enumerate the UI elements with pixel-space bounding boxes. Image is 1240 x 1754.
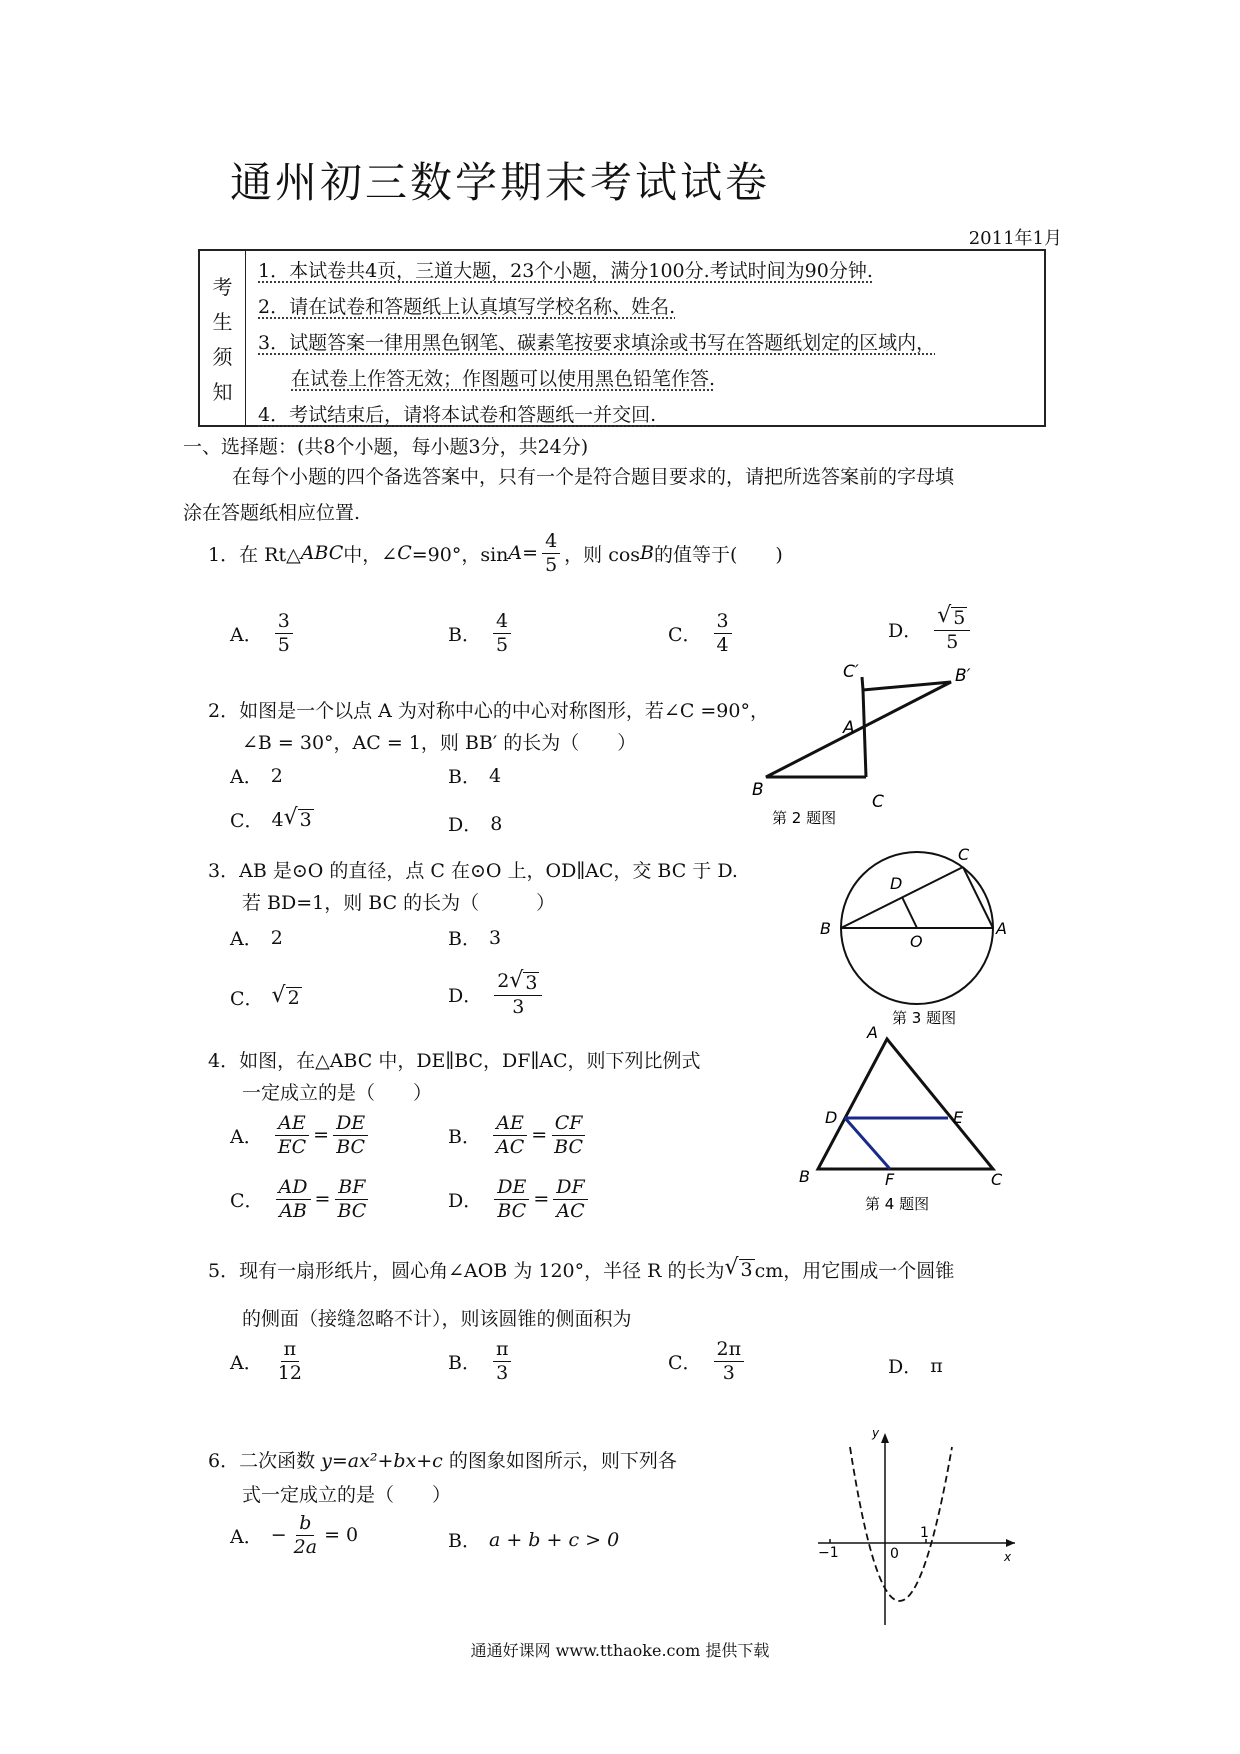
q1-fraction (542, 530, 560, 577)
option-coef: 2 (497, 970, 510, 992)
question-4 (208, 1046, 701, 1073)
question-number: 5． (208, 1260, 240, 1282)
question-3 (208, 856, 738, 883)
q2-segment-cc (863, 690, 866, 777)
fraction-numerator: π (281, 1338, 300, 1362)
figure-caption: 第 3 题图 (892, 1009, 957, 1027)
label-c-prime: C′ (843, 662, 859, 682)
fraction-denominator: 5 (277, 633, 290, 656)
question-text: cm，用它围成一个圆锥 (754, 1260, 955, 1282)
option-fraction (494, 1176, 529, 1223)
fraction-numerator: 3 (714, 610, 732, 634)
option-letter: C． (668, 1351, 702, 1374)
sqrt (272, 985, 302, 1010)
question-6 (208, 1446, 677, 1473)
sqrt-symbol: √ (937, 603, 952, 628)
option-letter: A． (230, 623, 263, 646)
option-fraction (275, 1338, 305, 1385)
fraction-denominator: BC (336, 1135, 366, 1158)
fraction-numerator (934, 605, 970, 631)
q2-option-d (448, 810, 502, 837)
segment-od (902, 897, 917, 928)
fraction-numerator: DF (553, 1176, 587, 1200)
notice-line: 4．考试结束后，请将本试卷和答题纸一并交回. (258, 404, 657, 426)
fraction-numerator: 4 (542, 530, 560, 554)
parabola (850, 1447, 952, 1601)
option-fraction (934, 605, 970, 654)
sqrt-symbol: √ (509, 968, 524, 993)
fraction-denominator: 4 (716, 633, 729, 656)
label-d: D (825, 1108, 838, 1127)
fraction-numerator: AE (275, 1112, 309, 1136)
label-b: B (820, 919, 831, 938)
fraction-denominator: BC (497, 1199, 527, 1222)
q5-option-a (230, 1338, 309, 1385)
fraction-numerator: 3 (275, 610, 293, 634)
q1-option-b (448, 610, 515, 657)
fraction-denominator: BC (554, 1135, 584, 1158)
question-5 (208, 1256, 954, 1283)
question-1 (208, 530, 783, 577)
section-heading: 一、选择题：(共8个小题，每小题3分，共24分) (183, 436, 589, 458)
notice-line: 1．本试卷共4页，三道大题，23个小题，满分100分.考试时间为90分钟. (258, 260, 873, 282)
option-letter: B． (448, 766, 481, 788)
option-letter: D． (448, 984, 483, 1007)
q5-option-b (448, 1338, 515, 1385)
question-text: 式一定成立的是（ ） (242, 1484, 452, 1506)
q1-var: A (508, 542, 523, 565)
option-fraction (493, 610, 511, 657)
fraction-denominator: AB (279, 1199, 307, 1222)
label-a: A (867, 1025, 878, 1042)
option-letter: A． (230, 1351, 263, 1374)
q6-figure (810, 1425, 1030, 1630)
q3-option-c (230, 984, 302, 1011)
section-instruction: 在每个小题的四个备选答案中，只有一个是符合题目要求的，请把所选答案前的字母填 (232, 466, 955, 488)
fraction-numerator: AE (493, 1112, 527, 1136)
option-fraction (333, 1112, 368, 1159)
segment-df (845, 1118, 890, 1169)
label-b-prime: B′ (955, 666, 971, 686)
figure-caption: 第 4 题图 (865, 1195, 930, 1213)
question-number: 3． (208, 860, 240, 882)
option-letter: C． (230, 988, 264, 1010)
option-value: a + b + c > 0 (488, 1528, 620, 1551)
option-fraction (714, 1338, 745, 1385)
option-fraction (551, 1112, 586, 1159)
question-number: 4． (208, 1050, 240, 1072)
option-fraction (275, 1112, 309, 1159)
notice-lines (258, 253, 1038, 433)
option-value: 2 (270, 926, 283, 949)
sqrt (725, 1257, 755, 1282)
notice-box (198, 249, 1046, 427)
fraction-numerator: 2π (714, 1338, 745, 1362)
option-value: 8 (490, 812, 503, 835)
fraction-numerator: AD (276, 1176, 311, 1200)
label-c: C (991, 1170, 1003, 1189)
question-text: 的图象如图所示，则下列各 (442, 1450, 677, 1472)
option-letter: B． (448, 1530, 481, 1552)
radicand: 2 (287, 987, 300, 1010)
question-text: 的侧面（接缝忽略不计），则该圆锥的侧面积为 (242, 1308, 632, 1330)
q4-option-d (448, 1176, 592, 1223)
q1-text: =90°，sin (411, 543, 509, 566)
question-text: 现有一扇形纸片，圆心角∠AOB 为 120°，半径 R 的长为 (239, 1260, 725, 1282)
option-letter: C． (668, 623, 702, 646)
option-fraction (275, 610, 293, 657)
option-letter: A． (230, 766, 263, 788)
section-instruction: 涂在答题纸相应位置. (183, 502, 361, 524)
equals-sign: = (313, 1124, 330, 1147)
fraction-numerator: CF (552, 1112, 586, 1136)
option-letter: B． (448, 623, 481, 646)
question-text: AB 是⊙O 的直径，点 C 在⊙O 上，OD∥AC，交 BC 于 D. (239, 860, 738, 882)
option-fraction (494, 970, 542, 1019)
q1-option-d (888, 605, 974, 654)
equals-sign: = (314, 1188, 331, 1211)
segment-ca (963, 867, 993, 928)
q3-option-a (230, 924, 283, 951)
q4-figure (795, 1025, 1015, 1225)
sqrt (284, 807, 314, 832)
radicand: 5 (953, 607, 966, 629)
label-zero: 0 (890, 1546, 899, 1562)
notice-line: 2．请在试卷和答题纸上认真填写学校名称、姓名. (258, 296, 676, 318)
radicand: 3 (740, 1259, 753, 1282)
label-c: C (872, 792, 884, 812)
q3-option-b (448, 924, 501, 951)
question-text: 一定成立的是（ ） (242, 1082, 433, 1104)
q1-text: 的值等于( ) (654, 543, 783, 566)
option-letter: A． (230, 1525, 263, 1548)
q1-var: C (397, 542, 412, 565)
option-fraction (334, 1176, 369, 1223)
sqrt-symbol: √ (271, 983, 286, 1009)
option-letter: C． (230, 810, 264, 832)
fraction-denominator: 5 (946, 630, 959, 653)
label-x: x (1004, 1550, 1012, 1564)
notice-label (200, 251, 246, 425)
radicand: 3 (299, 809, 312, 832)
q6-option-b (448, 1526, 619, 1553)
fraction-denominator: 12 (277, 1361, 302, 1384)
fraction-denominator: 3 (722, 1361, 735, 1384)
label-b: B (752, 780, 764, 800)
fraction-numerator: π (493, 1338, 512, 1362)
q4-option-b (448, 1112, 590, 1159)
radicand: 3 (525, 972, 538, 994)
option-prefix: − (270, 1524, 287, 1547)
question-text: 二次函数 (239, 1450, 322, 1472)
option-fraction (493, 1338, 512, 1385)
page-title: 通州初三数学期末考试试卷 (229, 158, 770, 207)
question-text: 如图，在△ABC 中，DE∥BC，DF∥AC，则下列比例式 (239, 1050, 701, 1072)
equals-sign: = (533, 1188, 550, 1211)
option-fraction (714, 610, 732, 657)
label-neg1: −1 (818, 1545, 839, 1561)
fraction-numerator: DE (333, 1112, 368, 1136)
q2-option-b (448, 762, 501, 789)
q1-option-c (668, 610, 736, 657)
option-value: 2 (270, 764, 283, 787)
option-suffix: = 0 (324, 1524, 359, 1547)
fraction-numerator: BF (335, 1176, 368, 1200)
q1-text: ，则 cos (564, 543, 641, 566)
q4-option-c (230, 1176, 373, 1223)
fraction-denominator: 2a (293, 1535, 318, 1558)
label-a: A (843, 718, 855, 738)
question-text: ∠B = 30°，AC = 1，则 BB′ 的长为（ ） (242, 732, 637, 754)
label-e: E (953, 1108, 964, 1127)
notice-line: 在试卷上作答无效；作图题可以使用黑色铅笔作答. (291, 368, 716, 390)
fraction-denominator: 3 (496, 1361, 509, 1384)
option-letter: B． (448, 1351, 481, 1374)
fraction-numerator: DE (494, 1176, 529, 1200)
label-o: O (910, 932, 923, 951)
q1-text: 中，∠ (343, 543, 398, 566)
sqrt (937, 605, 967, 630)
sqrt-symbol: √ (724, 1255, 739, 1281)
option-value: 4 (488, 764, 502, 787)
notice-line: 3．试题答案一律用黑色钢笔、碳素笔按要求填涂或书写在答题纸划定的区域内， (258, 332, 936, 354)
label-f: F (885, 1170, 895, 1189)
option-coef: 4 (271, 808, 284, 831)
fraction-denominator: 5 (545, 553, 558, 576)
x-axis-arrow (1006, 1539, 1015, 1547)
label-b: B (799, 1167, 810, 1186)
q5-option-d (888, 1352, 943, 1379)
notice-label-char: 生 (212, 310, 233, 334)
sqrt (509, 970, 539, 995)
q4-option-a (230, 1112, 372, 1159)
q1-var: ABC (300, 542, 344, 565)
option-letter: A． (230, 928, 263, 950)
fraction-denominator: AC (495, 1135, 525, 1158)
option-fraction (291, 1512, 320, 1559)
option-letter: D． (448, 1189, 483, 1212)
label-c: C (958, 845, 970, 864)
equals-sign: = (531, 1124, 548, 1147)
option-fraction (493, 1112, 527, 1159)
triangle-abc (818, 1039, 993, 1169)
q3-option-d (448, 970, 546, 1019)
option-letter: D． (448, 814, 483, 836)
exam-date: 2011年1月 (968, 228, 1062, 249)
question-text: 如图是一个以点 A 为对称中心的中心对称图形，若∠C =90°， (239, 700, 769, 722)
fraction-denominator: EC (277, 1135, 307, 1158)
question-number: 2． (208, 700, 240, 722)
q1-var: B (640, 542, 654, 565)
fraction-denominator: 5 (495, 633, 509, 656)
option-value: π (930, 1354, 943, 1377)
notice-label-char: 知 (212, 380, 233, 404)
question-2 (208, 696, 769, 723)
label-a: A (996, 919, 1007, 938)
fraction-denominator: AC (556, 1199, 585, 1222)
q6-expression: y=ax²+bx+c (321, 1450, 443, 1472)
option-fraction (553, 1176, 587, 1223)
option-letter: A． (230, 1125, 263, 1148)
y-axis-arrow (881, 1433, 889, 1443)
fraction-denominator: BC (337, 1199, 367, 1222)
option-value: 3 (488, 926, 502, 949)
q1-option-a (230, 610, 297, 657)
fraction-numerator (494, 970, 542, 996)
q2-figure (740, 655, 1000, 835)
option-letter: C． (230, 1189, 264, 1212)
q2-figure-lines (766, 677, 951, 777)
q1-text: 在 Rt△ (239, 543, 301, 566)
fraction-numerator: 4 (493, 610, 511, 634)
notice-label-char: 须 (212, 345, 233, 369)
q5-option-c (668, 1338, 748, 1385)
question-number: 1． (208, 543, 240, 566)
q6-option-a (230, 1512, 358, 1559)
option-letter: B． (448, 1125, 481, 1148)
sqrt-symbol: √ (283, 805, 298, 831)
label-d: D (890, 874, 903, 893)
option-fraction (276, 1176, 311, 1223)
q2-option-c (230, 806, 314, 833)
option-letter: D． (888, 619, 923, 642)
q3-figure (820, 845, 1020, 1030)
fraction-denominator: 3 (512, 995, 525, 1018)
footer: 通通好课网 www.tthaoke.com 提供下载 (470, 1641, 770, 1660)
label-y: y (872, 1426, 880, 1440)
notice-label-char: 考 (212, 275, 233, 299)
q1-text: = (522, 542, 539, 565)
option-letter: B． (448, 928, 481, 950)
question-text: 若 BD=1，则 BC 的长为（ ） (242, 892, 556, 914)
option-letter: D． (888, 1356, 923, 1378)
figure-caption: 第 2 题图 (772, 809, 837, 827)
fraction-numerator: b (296, 1512, 314, 1536)
label-one: 1 (920, 1525, 929, 1541)
q2-option-a (230, 762, 283, 789)
question-number: 6． (208, 1450, 240, 1472)
